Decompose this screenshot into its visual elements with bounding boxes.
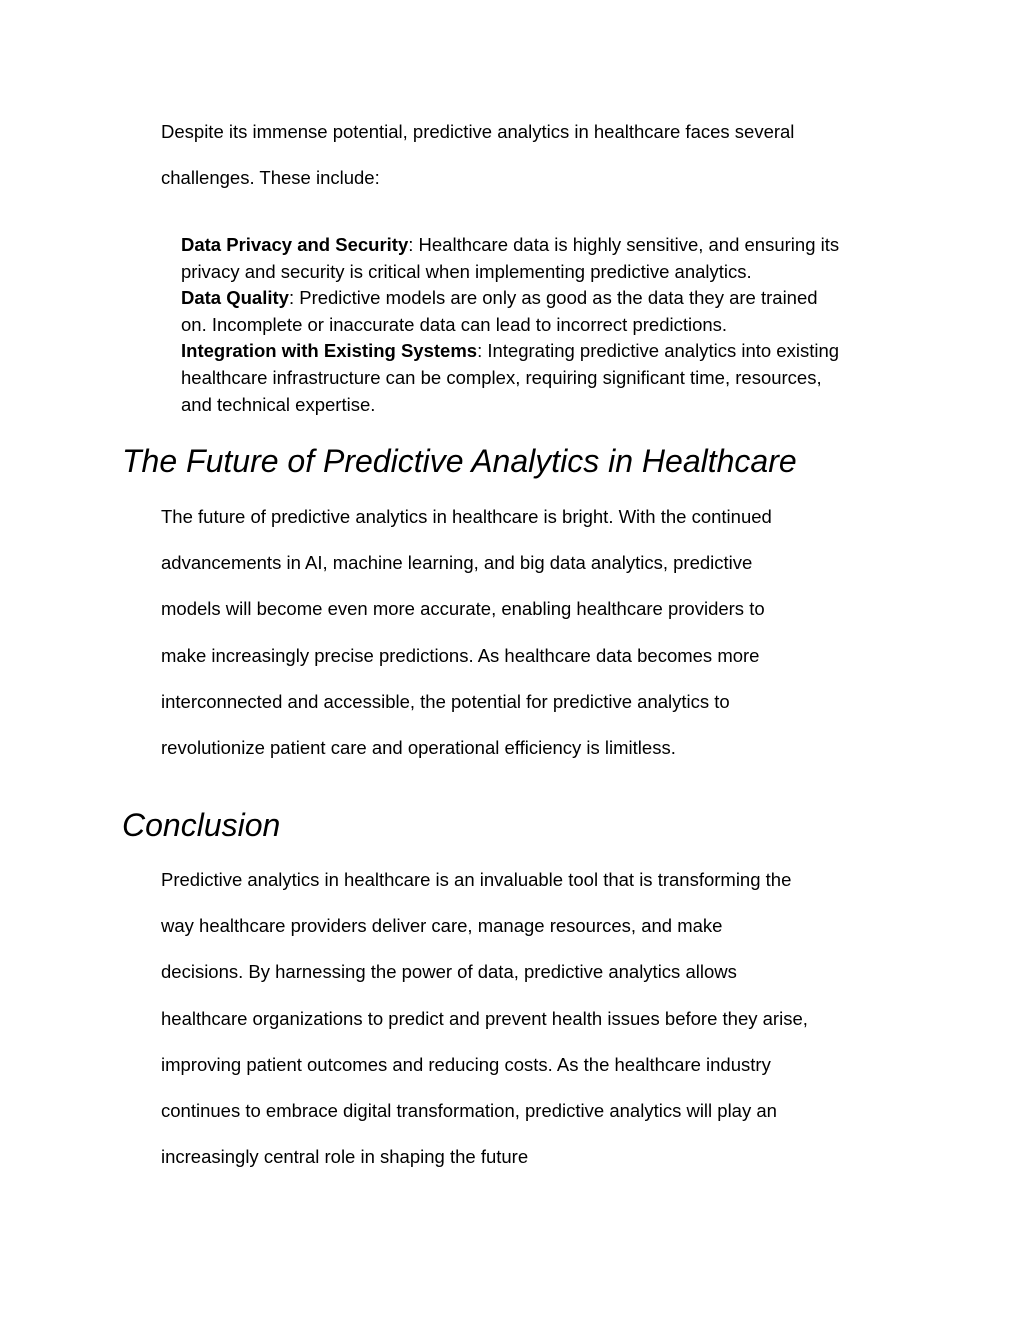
- text-line: Predictive analytics in healthcare is an invaluable tool that is transforming the: [161, 869, 792, 890]
- text-line: continues to embrace digital transformation, predictive analytics will play an: [161, 1099, 777, 1121]
- text-line: interconnected and accessible, the potential for predictive analytics to: [161, 690, 730, 712]
- text-line: The future of predictive analytics in healthcare is bright. With the continued: [161, 506, 772, 527]
- list-item: [181, 232, 911, 285]
- text-line: improving patient outcomes and reducing costs. As the healthcare industry: [161, 1053, 771, 1075]
- list-item-text: : Integrating predictive analytics into existing: [477, 340, 840, 362]
- conclusion-paragraph: [161, 857, 808, 1180]
- list-item-first-line: [181, 338, 911, 365]
- list-item-text: : Predictive models are only as good as the data they are trained: [288, 287, 818, 309]
- text-line: healthcare organizations to predict and prevent health issues before they arise,: [161, 1007, 808, 1029]
- text-line: Despite its immense potential, predictive analytics in healthcare faces several: [161, 121, 795, 142]
- list-item-text: privacy and security is critical when implementing predictive analytics.: [181, 260, 752, 282]
- text-line: challenges. These include:: [161, 167, 380, 189]
- list-item-text: and technical expertise.: [181, 393, 376, 415]
- list-item-first-line: [181, 285, 911, 312]
- text-line: decisions. By harnessing the power of data, predictive analytics allows: [161, 961, 737, 983]
- list-item-text: : Healthcare data is highly sensitive, and ensuring its: [408, 234, 840, 255]
- list-item-term: Integration with Existing Systems: [181, 340, 478, 362]
- future-heading: The Future of Predictive Analytics in Healthcare: [122, 443, 797, 479]
- future-paragraph: [161, 494, 772, 771]
- list-item-first-line: [181, 232, 911, 259]
- text-line: make increasingly precise predictions. As healthcare data becomes more: [161, 644, 760, 666]
- list-item: [181, 285, 911, 338]
- list-item-term: Data Quality: [181, 287, 289, 309]
- text-line: revolutionize patient care and operational efficiency is limitless.: [161, 736, 676, 758]
- intro-paragraph: [161, 109, 794, 201]
- list-item-term: Data Privacy and Security: [181, 234, 409, 255]
- text-line: increasingly central role in shaping the future: [161, 1146, 529, 1168]
- challenges-list: [181, 232, 911, 418]
- list-item: [181, 338, 911, 418]
- list-item-text: on. Incomplete or inaccurate data can lead to incorrect predictions.: [181, 313, 728, 335]
- text-line: advancements in AI, machine learning, and big data analytics, predictive: [161, 552, 753, 574]
- text-line: models will become even more accurate, enabling healthcare providers to: [161, 598, 765, 620]
- text-line: way healthcare providers deliver care, manage resources, and make: [161, 915, 723, 937]
- list-item-text: healthcare infrastructure can be complex, requiring significant time, resources,: [181, 366, 822, 388]
- conclusion-heading: Conclusion: [122, 807, 281, 843]
